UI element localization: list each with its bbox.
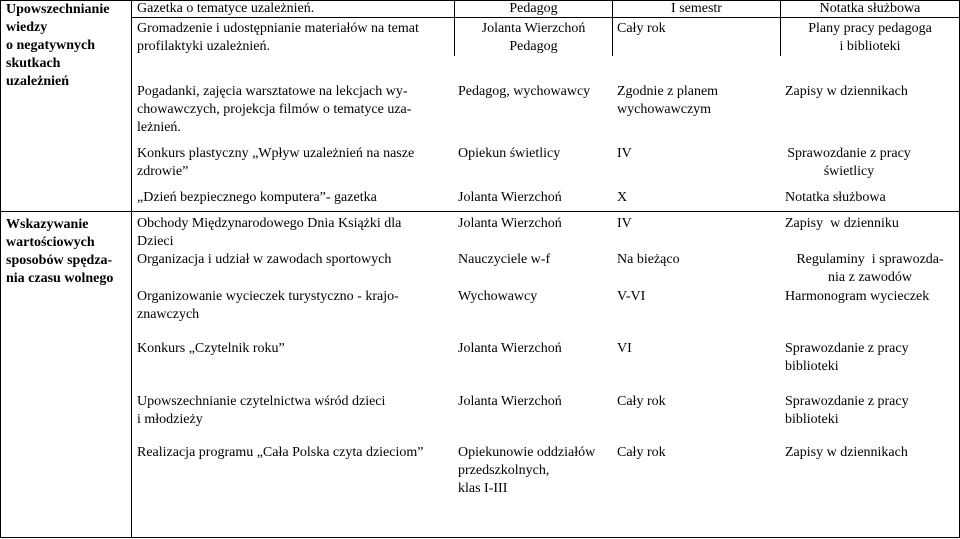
responsible-cell: Pedagog (509, 1, 558, 16)
category-label: Wskazywanie wartościowych sposobów spędza- nia czasu wolnego (6, 217, 114, 286)
responsible-cell: Wychowawcy (458, 289, 538, 304)
result-cell: Sprawozdanie z pracy biblioteki (785, 341, 909, 374)
responsible-cell: Opiekun świetlicy (458, 146, 561, 161)
category-column-divider (131, 0, 132, 538)
task-cell: „Dzień bezpiecznego komputera”- gazetka (137, 190, 377, 205)
deadline-cell: Zgodnie z planem wychowawczym (617, 84, 719, 117)
deadline-cell: IV (617, 146, 632, 161)
result-cell: Plany pracy pedagoga i biblioteki (808, 21, 932, 54)
table-border-bottom (0, 537, 960, 538)
result-cell: Zapisy w dzienniku (785, 216, 899, 231)
deadline-cell: IV (617, 216, 632, 231)
task-cell: Gromadzenie i udostępnianie materiałów na temat profilaktyki uzależnień. (137, 21, 419, 54)
task-cell: Organizowanie wycieczek turystyczno - krajo- znawczych (137, 289, 399, 322)
task-cell: Konkurs „Czytelnik roku” (137, 341, 285, 356)
deadline-cell: Cały rok (617, 21, 666, 36)
result-cell: Notatka służbowa (819, 1, 921, 16)
deadline-cell: V-VI (617, 289, 646, 304)
task-cell: Konkurs plastyczny „Wpływ uzależnień na nasze zdrowie” (137, 146, 415, 179)
result-cell: Regulaminy i sprawozda- nia z zawodów (796, 252, 944, 285)
result-cell: Sprawozdanie z pracy świetlicy (787, 146, 911, 179)
task-cell: Pogadanki, zajęcia warsztatowe na lekcjach wy- chowawczych, projekcja filmów o tematyce uza- leżnień. (137, 84, 412, 135)
responsible-cell: Nauczyciele w-f (458, 252, 551, 267)
table-border-left (0, 0, 1, 538)
deadline-cell: VI (617, 341, 632, 356)
deadline-cell: Cały rok (617, 394, 666, 409)
responsible-cell: Jolanta Wierzchoń (458, 190, 562, 205)
task-cell: Obchody Międzynarodowego Dnia Książki dla Dzieci (137, 216, 402, 249)
task-cell: Organizacja i udział w zawodach sportowych (137, 252, 392, 267)
result-cell: Zapisy w dziennikach (785, 84, 908, 99)
responsible-cell: Jolanta Wierzchoń Pedagog (481, 21, 586, 54)
task-cell: Gazetka o tematyce uzależnień. (137, 1, 315, 16)
result-cell: Notatka służbowa (785, 190, 886, 205)
result-cell: Sprawozdanie z pracy biblioteki (785, 394, 909, 427)
task-cell: Realizacja programu „Cała Polska czyta dzieciom” (137, 445, 424, 460)
section-divider (0, 211, 960, 212)
responsible-cell: Opiekunowie oddziałów przedszkolnych, klas I-III (458, 445, 596, 496)
responsible-cell: Jolanta Wierzchoń (458, 216, 562, 231)
result-cell: Harmonogram wycieczek (785, 289, 930, 304)
deadline-cell: Na bieżąco (617, 252, 680, 267)
responsible-cell: Jolanta Wierzchoń (458, 341, 562, 356)
result-cell: Zapisy w dziennikach (785, 445, 908, 460)
task-cell: Upowszechnianie czytelnictwa wśród dzieci i młodzieży (137, 394, 386, 427)
deadline-cell: X (617, 190, 628, 205)
deadline-cell: I semestr (671, 1, 722, 16)
responsible-cell: Jolanta Wierzchoń (458, 394, 562, 409)
deadline-cell: Cały rok (617, 445, 666, 460)
category-label: Upowszechnianie wiedzy o negatywnych skutkach uzależnień (6, 2, 110, 89)
responsible-cell: Pedagog, wychowawcy (458, 84, 591, 99)
